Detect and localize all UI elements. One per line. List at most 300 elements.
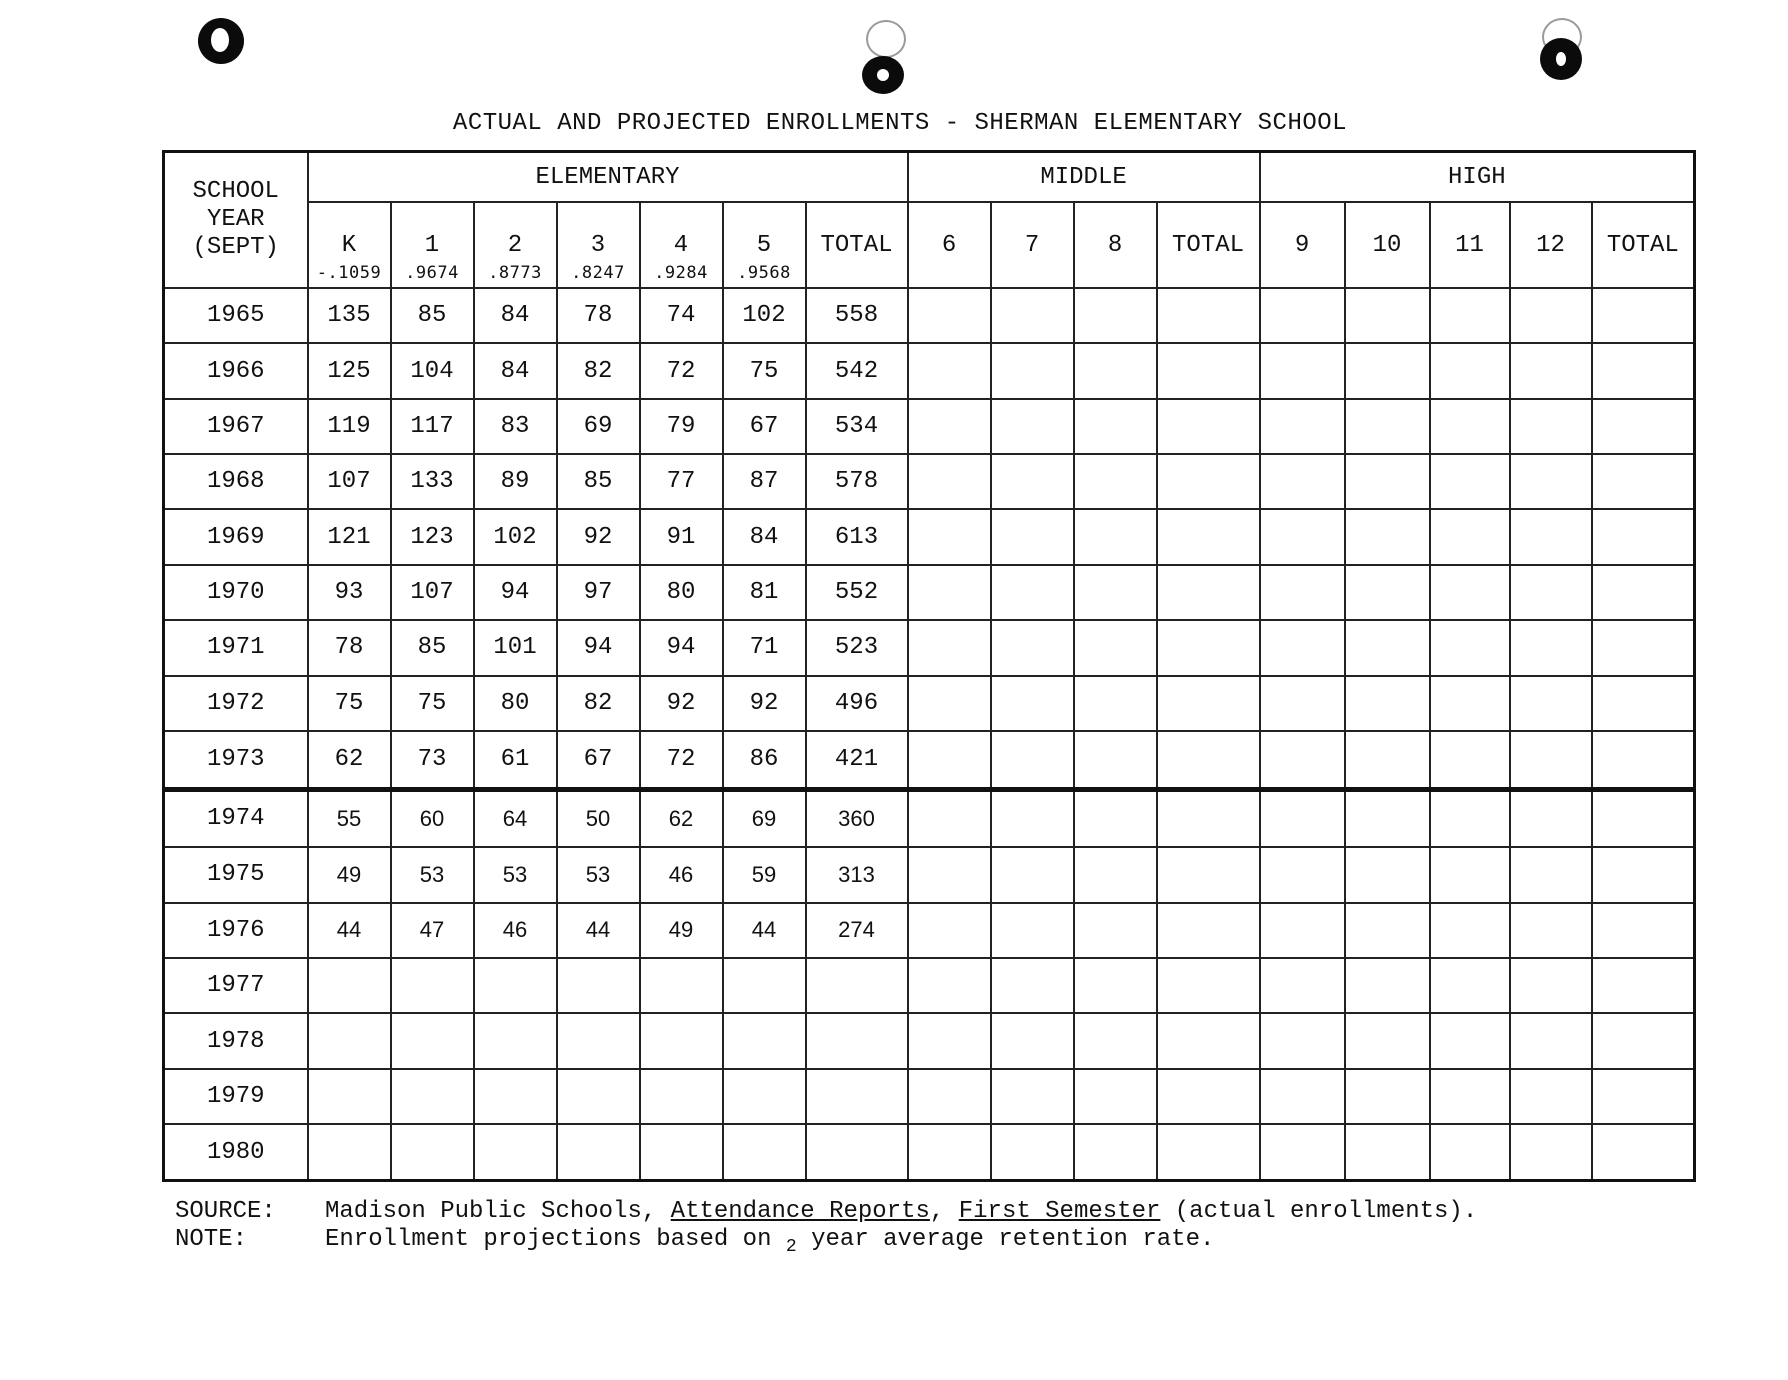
elementary-value-cell: 53 [391, 847, 474, 902]
footer-notes [175, 1198, 1477, 1255]
elementary-value-cell: 101 [474, 620, 557, 675]
high-empty-cell [1260, 903, 1345, 958]
high-empty-cell [1592, 847, 1695, 902]
high-empty-cell [1260, 509, 1345, 564]
year-cell: 1977 [164, 958, 308, 1013]
elementary-value-cell [640, 1013, 723, 1068]
elementary-value-cell [557, 1124, 640, 1180]
high-empty-cell [1345, 343, 1430, 398]
high-empty-cell [1430, 1013, 1510, 1068]
year-cell: 1971 [164, 620, 308, 675]
elementary-value-cell: 82 [557, 676, 640, 731]
elementary-value-cell: 94 [474, 565, 557, 620]
high-col-header: 9 [1260, 202, 1345, 288]
high-empty-cell [1260, 454, 1345, 509]
table-row [164, 454, 1695, 509]
high-empty-cell [1345, 565, 1430, 620]
elementary-value-cell: 89 [474, 454, 557, 509]
middle-empty-cell [991, 1124, 1074, 1180]
high-empty-cell [1430, 565, 1510, 620]
school-year-line3: (SEPT) [192, 234, 279, 261]
high-col-header: 11 [1430, 202, 1510, 288]
table-row [164, 509, 1695, 564]
school-year-line2: YEAR [206, 206, 265, 233]
source-label: SOURCE: [175, 1198, 276, 1225]
document-title: ACTUAL AND PROJECTED ENROLLMENTS - SHERMAN ELEMENTARY SCHOOL [452, 110, 1348, 137]
high-empty-cell [1430, 731, 1510, 789]
elementary-value-cell: 75 [723, 343, 806, 398]
middle-empty-cell [991, 847, 1074, 902]
high-empty-cell [1592, 509, 1695, 564]
elementary-value-cell [308, 958, 391, 1013]
middle-empty-cell [1157, 731, 1260, 789]
high-empty-cell [1345, 454, 1430, 509]
middle-empty-cell [991, 565, 1074, 620]
middle-empty-cell [1157, 565, 1260, 620]
middle-empty-cell [1157, 1069, 1260, 1124]
middle-empty-cell [991, 1013, 1074, 1068]
middle-empty-cell [1157, 903, 1260, 958]
grade-label: 1 [424, 231, 440, 259]
elementary-value-cell: 542 [806, 343, 908, 398]
table-row [164, 847, 1695, 902]
elementary-value-cell: 85 [557, 454, 640, 509]
middle-empty-cell [1157, 343, 1260, 398]
punch-hole-center [862, 56, 904, 94]
middle-empty-cell [1074, 399, 1157, 454]
high-empty-cell [1430, 847, 1510, 902]
high-empty-cell [1592, 288, 1695, 343]
middle-col-header: 6 [908, 202, 991, 288]
elementary-value-cell [640, 1069, 723, 1124]
elementary-value-cell: 552 [806, 565, 908, 620]
elementary-value-cell: 102 [474, 509, 557, 564]
high-empty-cell [1592, 565, 1695, 620]
source-first-semester: First Semester [958, 1198, 1161, 1225]
elementary-value-cell: 64 [474, 789, 557, 847]
elementary-value-cell [391, 1124, 474, 1180]
elementary-value-cell: 360 [806, 789, 908, 847]
elementary-value-cell [806, 1124, 908, 1180]
elementary-value-cell: 102 [723, 288, 806, 343]
year-cell: 1969 [164, 509, 308, 564]
elementary-value-cell: 104 [391, 343, 474, 398]
elementary-value-cell: 60 [391, 789, 474, 847]
high-empty-cell [1260, 789, 1345, 847]
table-row [164, 731, 1695, 789]
elementary-value-cell: 71 [723, 620, 806, 675]
high-empty-cell [1260, 958, 1345, 1013]
high-empty-cell [1592, 1069, 1695, 1124]
high-empty-cell [1260, 288, 1345, 343]
middle-empty-cell [1074, 958, 1157, 1013]
elementary-value-cell: 84 [474, 343, 557, 398]
punch-hole-left [198, 18, 244, 64]
middle-empty-cell [1074, 1013, 1157, 1068]
middle-empty-cell [1074, 288, 1157, 343]
grade-label: 4 [673, 231, 689, 259]
middle-empty-cell [1074, 1124, 1157, 1180]
middle-empty-cell [908, 789, 991, 847]
high-empty-cell [1345, 1124, 1430, 1180]
high-empty-cell [1260, 399, 1345, 454]
note-text [325, 1226, 1214, 1255]
elementary-value-cell: 119 [308, 399, 391, 454]
elementary-value-cell: 274 [806, 903, 908, 958]
grade-label: 3 [590, 231, 606, 259]
high-col-header: 12 [1510, 202, 1592, 288]
middle-empty-cell [991, 731, 1074, 789]
school-year-header [164, 152, 308, 289]
middle-empty-cell [991, 903, 1074, 958]
high-empty-cell [1592, 1013, 1695, 1068]
elementary-value-cell: 82 [557, 343, 640, 398]
high-empty-cell [1345, 1069, 1430, 1124]
elementary-value-cell [806, 1069, 908, 1124]
elementary-value-cell: 97 [557, 565, 640, 620]
table-row [164, 1013, 1695, 1068]
year-cell: 1975 [164, 847, 308, 902]
high-empty-cell [1592, 399, 1695, 454]
high-empty-cell [1592, 454, 1695, 509]
elementary-value-cell: 49 [640, 903, 723, 958]
high-empty-cell [1430, 1069, 1510, 1124]
elementary-value-cell: 123 [391, 509, 474, 564]
elementary-col-header [640, 202, 723, 288]
high-empty-cell [1345, 288, 1430, 343]
middle-empty-cell [1074, 1069, 1157, 1124]
high-empty-cell [1592, 731, 1695, 789]
elementary-value-cell: 121 [308, 509, 391, 564]
middle-empty-cell [991, 454, 1074, 509]
year-cell: 1970 [164, 565, 308, 620]
middle-empty-cell [991, 399, 1074, 454]
high-empty-cell [1592, 903, 1695, 958]
middle-col-header: 7 [991, 202, 1074, 288]
middle-header: MIDDLE [908, 152, 1260, 203]
high-empty-cell [1592, 789, 1695, 847]
high-empty-cell [1430, 1124, 1510, 1180]
grade-label: 2 [507, 231, 523, 259]
elementary-value-cell: 44 [557, 903, 640, 958]
elementary-value-cell: 80 [640, 565, 723, 620]
middle-empty-cell [1074, 343, 1157, 398]
elementary-value-cell: 578 [806, 454, 908, 509]
table-body [164, 288, 1695, 1181]
note-prefix: Enrollment projections based on [325, 1226, 772, 1253]
table-row [164, 565, 1695, 620]
school-year-line1: SCHOOL [192, 178, 279, 205]
elementary-value-cell: 46 [474, 903, 557, 958]
high-empty-cell [1510, 343, 1592, 398]
high-empty-cell [1430, 399, 1510, 454]
source-suffix: (actual enrollments). [1174, 1198, 1478, 1225]
elementary-value-cell [308, 1069, 391, 1124]
middle-empty-cell [1074, 903, 1157, 958]
year-cell: 1967 [164, 399, 308, 454]
elementary-col-header [806, 202, 908, 288]
high-empty-cell [1430, 676, 1510, 731]
elementary-value-cell [391, 1069, 474, 1124]
high-empty-cell [1510, 1013, 1592, 1068]
high-empty-cell [1430, 958, 1510, 1013]
elementary-value-cell: 79 [640, 399, 723, 454]
elementary-value-cell: 84 [723, 509, 806, 564]
year-cell: 1980 [164, 1124, 308, 1180]
elementary-value-cell [723, 1013, 806, 1068]
high-empty-cell [1430, 509, 1510, 564]
table-row [164, 1069, 1695, 1124]
middle-empty-cell [1157, 509, 1260, 564]
elementary-value-cell: 534 [806, 399, 908, 454]
middle-empty-cell [1074, 789, 1157, 847]
high-empty-cell [1260, 620, 1345, 675]
high-empty-cell [1260, 731, 1345, 789]
middle-empty-cell [1157, 958, 1260, 1013]
elementary-value-cell [308, 1124, 391, 1180]
year-cell: 1972 [164, 676, 308, 731]
source-publisher: Madison Public Schools, [325, 1198, 657, 1225]
middle-empty-cell [908, 1013, 991, 1068]
elementary-value-cell: 47 [391, 903, 474, 958]
retention-rate: .9284 [654, 263, 708, 283]
elementary-value-cell: 44 [308, 903, 391, 958]
elementary-value-cell: 92 [723, 676, 806, 731]
high-empty-cell [1592, 343, 1695, 398]
middle-empty-cell [1157, 1124, 1260, 1180]
elementary-value-cell: 53 [557, 847, 640, 902]
year-cell: 1976 [164, 903, 308, 958]
middle-empty-cell [908, 509, 991, 564]
middle-empty-cell [908, 903, 991, 958]
table-header [164, 152, 1695, 289]
retention-rate: .9568 [737, 263, 791, 283]
elementary-value-cell [474, 1069, 557, 1124]
year-cell: 1965 [164, 288, 308, 343]
grade-label: K [341, 231, 357, 259]
high-empty-cell [1510, 731, 1592, 789]
high-empty-cell [1345, 1013, 1430, 1068]
high-empty-cell [1592, 620, 1695, 675]
elementary-value-cell: 83 [474, 399, 557, 454]
elementary-value-cell: 59 [723, 847, 806, 902]
elementary-value-cell: 85 [391, 288, 474, 343]
table-row [164, 288, 1695, 343]
high-empty-cell [1345, 509, 1430, 564]
high-empty-cell [1430, 789, 1510, 847]
high-empty-cell [1592, 1124, 1695, 1180]
elementary-value-cell: 93 [308, 565, 391, 620]
middle-empty-cell [1074, 565, 1157, 620]
high-col-header: 10 [1345, 202, 1430, 288]
high-empty-cell [1510, 958, 1592, 1013]
middle-empty-cell [991, 958, 1074, 1013]
high-empty-cell [1260, 847, 1345, 902]
year-cell: 1973 [164, 731, 308, 789]
elementary-value-cell: 67 [723, 399, 806, 454]
high-empty-cell [1510, 620, 1592, 675]
middle-empty-cell [991, 509, 1074, 564]
table-row [164, 620, 1695, 675]
elementary-value-cell: 92 [557, 509, 640, 564]
elementary-value-cell: 125 [308, 343, 391, 398]
elementary-value-cell [640, 958, 723, 1013]
middle-empty-cell [1157, 454, 1260, 509]
high-empty-cell [1345, 676, 1430, 731]
middle-empty-cell [908, 454, 991, 509]
punch-hole-outline-center [866, 20, 906, 58]
source-attendance-reports: Attendance Reports [670, 1198, 930, 1225]
note-suffix: year average retention rate. [811, 1226, 1215, 1253]
table-row [164, 958, 1695, 1013]
punch-hole-right [1540, 38, 1582, 80]
grade-header-row [164, 202, 1695, 288]
elementary-value-cell: 92 [640, 676, 723, 731]
elementary-value-cell: 313 [806, 847, 908, 902]
elementary-value-cell: 55 [308, 789, 391, 847]
elementary-value-cell: 77 [640, 454, 723, 509]
elementary-value-cell [557, 1013, 640, 1068]
elementary-value-cell [640, 1124, 723, 1180]
elementary-value-cell [474, 958, 557, 1013]
high-empty-cell [1430, 903, 1510, 958]
high-empty-cell [1510, 847, 1592, 902]
high-empty-cell [1510, 399, 1592, 454]
middle-empty-cell [1157, 676, 1260, 731]
middle-empty-cell [908, 958, 991, 1013]
high-empty-cell [1592, 676, 1695, 731]
middle-empty-cell [991, 789, 1074, 847]
elementary-value-cell: 107 [308, 454, 391, 509]
elementary-value-cell [723, 958, 806, 1013]
high-header: HIGH [1260, 152, 1695, 203]
middle-empty-cell [908, 676, 991, 731]
middle-empty-cell [1074, 509, 1157, 564]
high-empty-cell [1510, 509, 1592, 564]
elementary-value-cell: 69 [723, 789, 806, 847]
elementary-col-header [391, 202, 474, 288]
high-empty-cell [1510, 1124, 1592, 1180]
year-cell: 1974 [164, 789, 308, 847]
elementary-value-cell: 73 [391, 731, 474, 789]
source-text: Madison Public Schools, Attendance Reports, First Semester (actual enrollments). [325, 1198, 1478, 1225]
high-empty-cell [1260, 1124, 1345, 1180]
elementary-value-cell: 84 [474, 288, 557, 343]
middle-empty-cell [1157, 847, 1260, 902]
middle-empty-cell [1157, 399, 1260, 454]
middle-empty-cell [991, 1069, 1074, 1124]
elementary-value-cell: 53 [474, 847, 557, 902]
elementary-value-cell: 46 [640, 847, 723, 902]
elementary-value-cell [806, 1013, 908, 1068]
high-empty-cell [1260, 565, 1345, 620]
table-row [164, 343, 1695, 398]
elementary-value-cell: 62 [640, 789, 723, 847]
elementary-value-cell [308, 1013, 391, 1068]
elementary-col-header [557, 202, 640, 288]
high-empty-cell [1345, 958, 1430, 1013]
middle-empty-cell [908, 1124, 991, 1180]
year-cell: 1968 [164, 454, 308, 509]
elementary-value-cell: 117 [391, 399, 474, 454]
elementary-value-cell: 62 [308, 731, 391, 789]
middle-empty-cell [991, 343, 1074, 398]
middle-empty-cell [1157, 789, 1260, 847]
high-empty-cell [1510, 676, 1592, 731]
high-empty-cell [1510, 1069, 1592, 1124]
high-empty-cell [1260, 676, 1345, 731]
elementary-value-cell: 78 [308, 620, 391, 675]
elementary-value-cell: 72 [640, 343, 723, 398]
elementary-value-cell: 133 [391, 454, 474, 509]
year-cell: 1978 [164, 1013, 308, 1068]
middle-empty-cell [908, 288, 991, 343]
elementary-value-cell: 94 [640, 620, 723, 675]
high-empty-cell [1345, 731, 1430, 789]
elementary-value-cell: 67 [557, 731, 640, 789]
elementary-value-cell: 80 [474, 676, 557, 731]
middle-empty-cell [1074, 847, 1157, 902]
elementary-value-cell: 135 [308, 288, 391, 343]
elementary-value-cell: 50 [557, 789, 640, 847]
note-line [175, 1226, 1477, 1255]
grade-label: TOTAL [820, 231, 893, 259]
elementary-value-cell [806, 958, 908, 1013]
retention-rate: -.1059 [316, 263, 382, 283]
elementary-header: ELEMENTARY [308, 152, 908, 203]
elementary-value-cell [474, 1013, 557, 1068]
table-row [164, 1124, 1695, 1180]
elementary-value-cell: 87 [723, 454, 806, 509]
elementary-value-cell: 74 [640, 288, 723, 343]
enrollment-table [162, 150, 1696, 1182]
year-cell: 1966 [164, 343, 308, 398]
high-empty-cell [1430, 454, 1510, 509]
elementary-value-cell: 94 [557, 620, 640, 675]
retention-rate: .9674 [405, 263, 459, 283]
middle-empty-cell [1157, 1013, 1260, 1068]
middle-empty-cell [1074, 731, 1157, 789]
high-empty-cell [1345, 620, 1430, 675]
note-years: 2 [785, 1237, 797, 1257]
elementary-value-cell [391, 958, 474, 1013]
elementary-value-cell: 75 [391, 676, 474, 731]
middle-empty-cell [991, 676, 1074, 731]
source-line [175, 1198, 1477, 1226]
middle-empty-cell [1074, 676, 1157, 731]
table-row [164, 789, 1695, 847]
table-row [164, 903, 1695, 958]
elementary-col-header [723, 202, 806, 288]
note-label: NOTE: [175, 1226, 248, 1253]
high-col-header: TOTAL [1592, 202, 1695, 288]
retention-rate: .8247 [571, 263, 625, 283]
retention-rate: .8773 [488, 263, 542, 283]
elementary-value-cell: 613 [806, 509, 908, 564]
middle-col-header: TOTAL [1157, 202, 1260, 288]
elementary-value-cell: 61 [474, 731, 557, 789]
high-empty-cell [1260, 1069, 1345, 1124]
elementary-value-cell [474, 1124, 557, 1180]
high-empty-cell [1260, 343, 1345, 398]
year-cell: 1979 [164, 1069, 308, 1124]
high-empty-cell [1260, 1013, 1345, 1068]
high-empty-cell [1510, 565, 1592, 620]
high-empty-cell [1510, 789, 1592, 847]
elementary-value-cell [557, 1069, 640, 1124]
elementary-value-cell: 78 [557, 288, 640, 343]
middle-empty-cell [908, 1069, 991, 1124]
